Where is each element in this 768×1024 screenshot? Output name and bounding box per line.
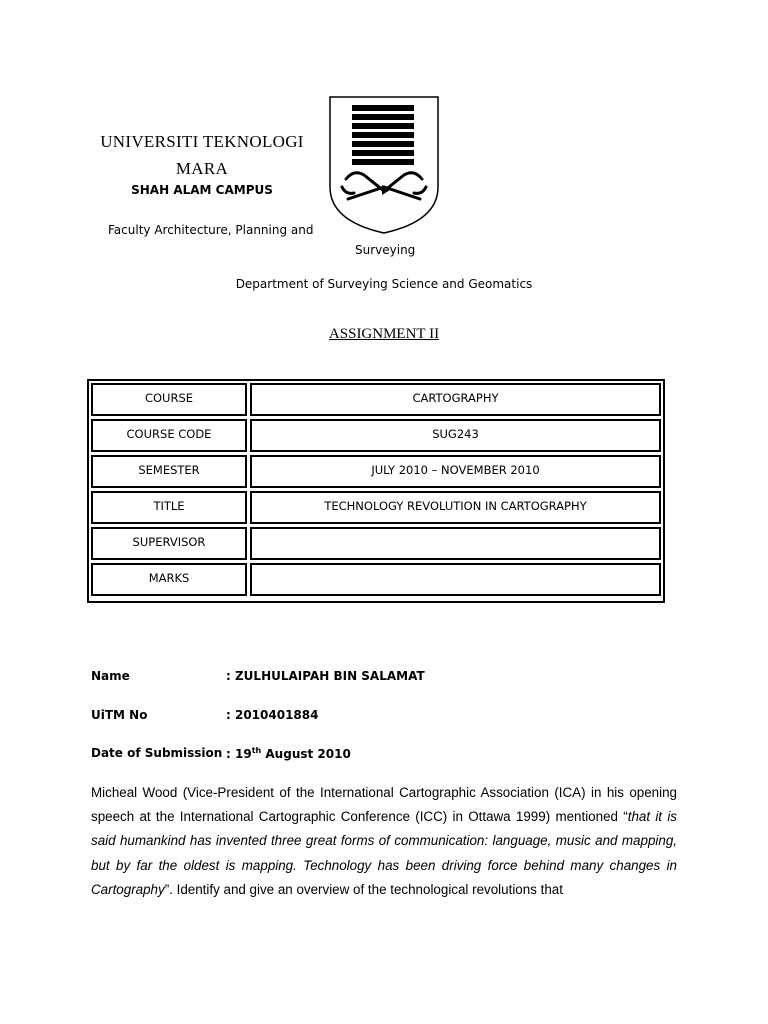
table-label-title: TITLE (91, 491, 247, 524)
table-label-supervisor: SUPERVISOR (91, 527, 247, 560)
department-name: Department of Surveying Science and Geomatics (235, 277, 533, 291)
uitm-no-label: UiTM No (91, 708, 148, 722)
faculty-line-1: Faculty Architecture, Planning and (108, 223, 314, 237)
table-value-title: TECHNOLOGY REVOLUTION IN CARTOGRAPHY (250, 491, 661, 524)
paragraph-text-end: ”. Identify and give an overview of the technological revolutions that (164, 881, 563, 897)
table-value-semester: JULY 2010 – NOVEMBER 2010 (250, 455, 661, 488)
name-value: : ZULHULAIPAH BIN SALAMAT (226, 669, 425, 683)
name-label: Name (91, 669, 130, 683)
university-name: UNIVERSITI TEKNOLOGI MARA (100, 132, 304, 178)
course-info-table (87, 379, 665, 603)
assignment-title: ASSIGNMENT II (328, 326, 440, 342)
table-row (91, 527, 661, 560)
uitm-crest-icon (328, 95, 440, 235)
table-row (91, 419, 661, 452)
submission-date-label: Date of Submission (91, 746, 223, 760)
date-rest: August 2010 (261, 747, 351, 761)
table-label-semester: SEMESTER (91, 455, 247, 488)
table-row (91, 563, 661, 596)
table-label-course-code: COURSE CODE (91, 419, 247, 452)
table-value-marks (250, 563, 661, 596)
uitm-no-value: : 2010401884 (226, 708, 319, 722)
submission-date-value (226, 746, 351, 761)
body-paragraph (91, 781, 677, 902)
table-row (91, 455, 661, 488)
date-ordinal: th (251, 746, 262, 755)
paragraph-quote: that it is said humankind has invented three great forms of communication: language, music and mapping, but by far the oldest is mapping. Technology has been driving force behind many changes in Cartography (91, 809, 677, 897)
date-day: : 19 (226, 747, 252, 761)
table-value-course-code: SUG243 (250, 419, 661, 452)
campus-name: SHAH ALAM CAMPUS (131, 183, 273, 197)
table-value-supervisor (250, 527, 661, 560)
table-row (91, 491, 661, 524)
faculty-line-2: Surveying (355, 243, 416, 257)
table-label-marks: MARKS (91, 563, 247, 596)
table-row (91, 383, 661, 416)
table-label-course: COURSE (91, 383, 247, 416)
paragraph-text-start: Micheal Wood (Vice-President of the International Cartographic Association (ICA) in his opening speech at the International Cartographic Conference (ICC) in Ottawa 1999) mentioned “ (91, 785, 677, 825)
table-value-course: CARTOGRAPHY (250, 383, 661, 416)
